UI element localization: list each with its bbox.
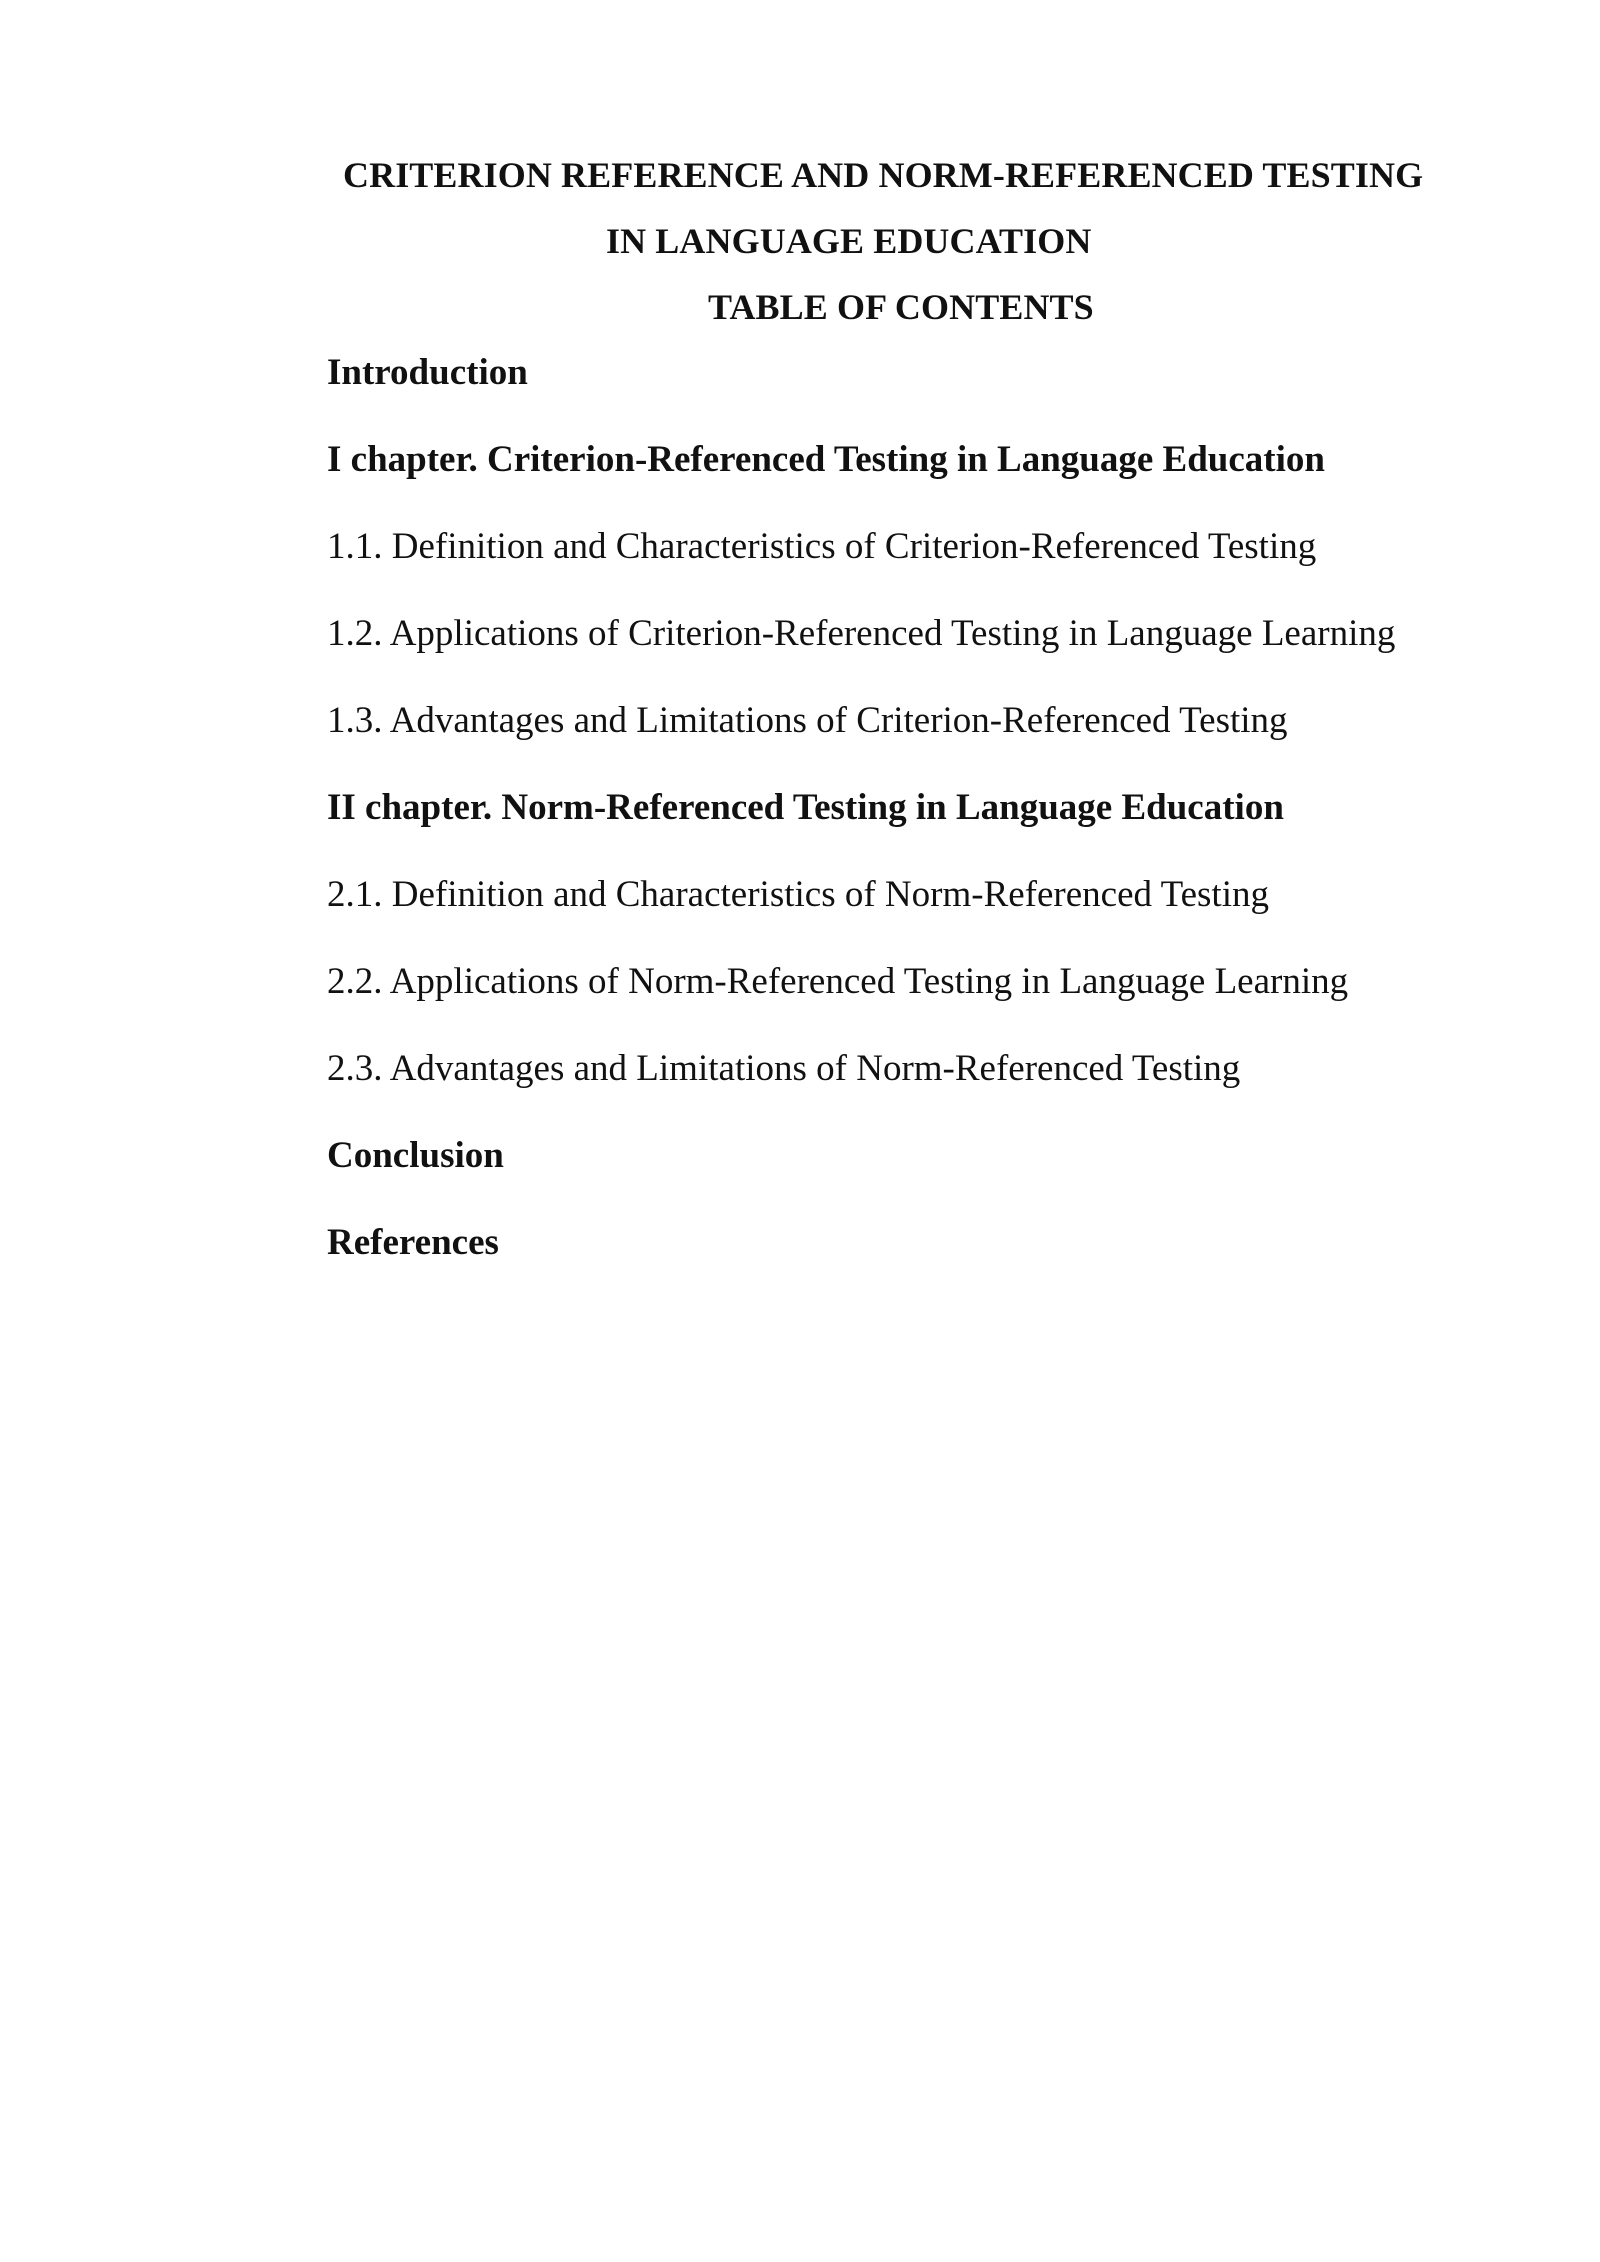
toc-entry-section-1-2: 1.2. Applications of Criterion-Referenced Testing in Language Learning	[327, 613, 1396, 654]
toc-entry-conclusion: Conclusion	[327, 1135, 504, 1176]
document-title-line: IN LANGUAGE EDUCATION	[606, 221, 1092, 261]
document-title-line: CRITERION REFERENCE AND NORM-REFERENCED TESTING	[343, 155, 1424, 195]
toc-entry-chapter-2: II chapter. Norm-Referenced Testing in Language Education	[327, 787, 1284, 828]
toc-entry-section-2-1: 2.1. Definition and Characteristics of Norm-Referenced Testing	[327, 874, 1269, 915]
toc-entry-introduction: Introduction	[327, 352, 528, 393]
toc-entry-section-1-3: 1.3. Advantages and Limitations of Criterion-Referenced Testing	[327, 700, 1288, 741]
toc-entry-chapter-1: I chapter. Criterion-Referenced Testing in Language Education	[327, 439, 1325, 480]
toc-entry-section-2-3: 2.3. Advantages and Limitations of Norm-Referenced Testing	[327, 1048, 1241, 1089]
toc-heading: TABLE OF CONTENTS	[708, 287, 1094, 327]
toc-entry-section-2-2: 2.2. Applications of Norm-Referenced Testing in Language Learning	[327, 961, 1349, 1002]
toc-entry-section-1-1: 1.1. Definition and Characteristics of Criterion-Referenced Testing	[327, 526, 1317, 567]
table-of-contents	[327, 351, 1395, 1308]
toc-entry-references: References	[327, 1222, 499, 1263]
